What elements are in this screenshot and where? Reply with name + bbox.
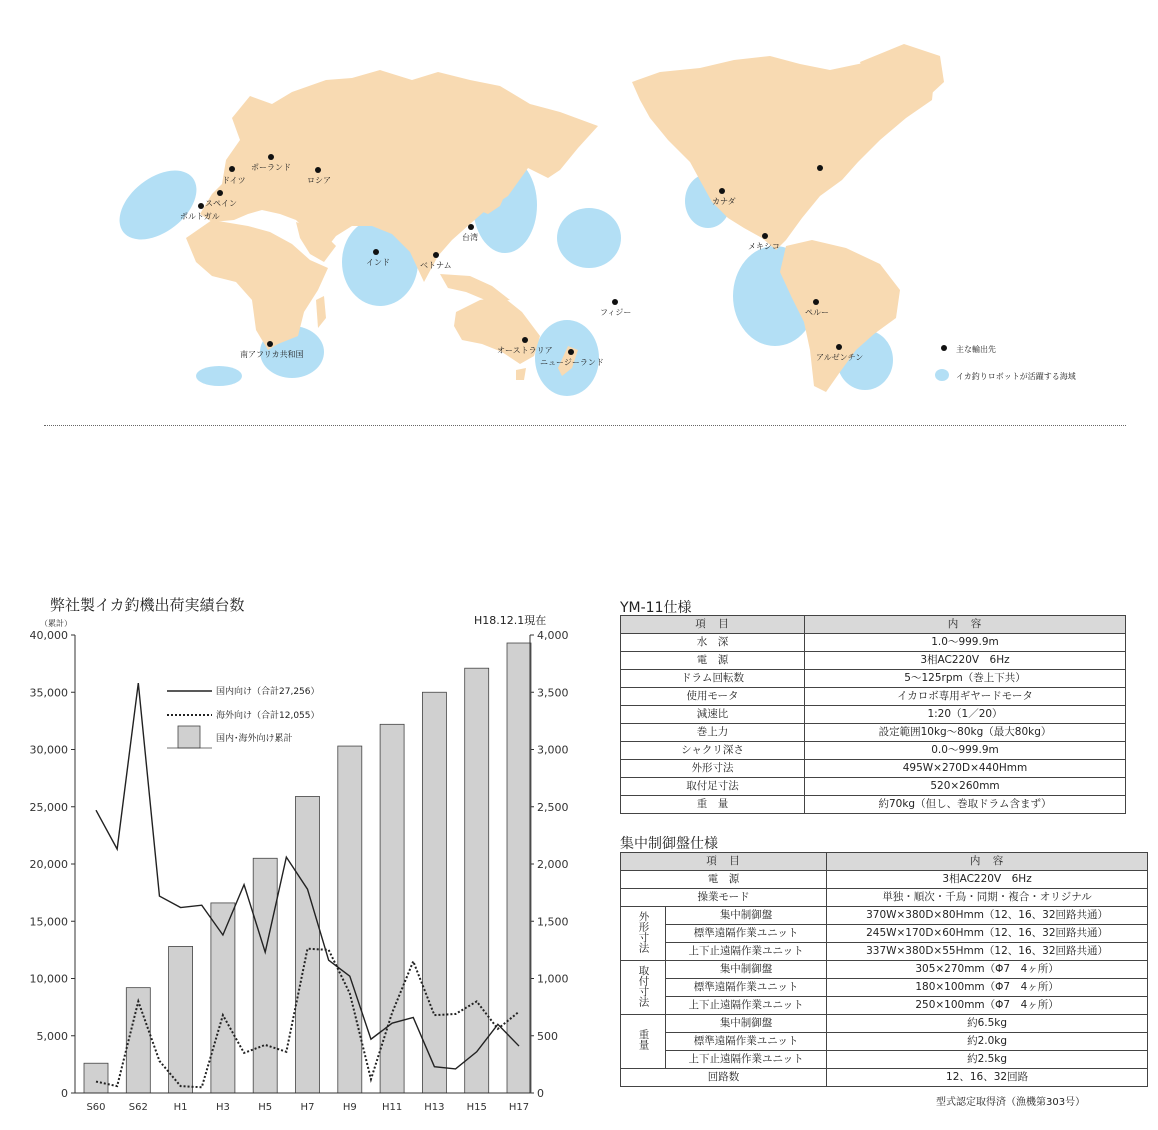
legend-bar-swatch: [178, 726, 200, 748]
spec-value: 約2.0kg: [827, 1033, 1148, 1051]
table-row: [621, 1069, 1148, 1087]
spec-item: 標準遠隔作業ユニット: [666, 979, 827, 997]
header-item: 項 目: [621, 853, 827, 871]
spec-item: 減速比: [621, 706, 805, 724]
spec-item: シャクリ深さ: [621, 742, 805, 760]
x-tick-label: H11: [381, 1102, 403, 1113]
shipment-chart: [0, 620, 600, 1120]
right-tick-label: 3,000: [537, 743, 569, 757]
cumulative-bar: [338, 746, 362, 1093]
spec-item: ドラム回転数: [621, 670, 805, 688]
right-tick-label: 1,500: [537, 915, 569, 929]
table-row: [621, 871, 1148, 889]
table-row: [621, 688, 1126, 706]
table-row: [621, 853, 1148, 871]
spec-value: 250×100mm（Φ7 4ヶ所）: [827, 997, 1148, 1015]
spec-value: 5～125rpm（巻上下共）: [805, 670, 1126, 688]
spec-value: 約6.5kg: [827, 1015, 1148, 1033]
table-row: [621, 1051, 1148, 1069]
group-label: [621, 961, 666, 1015]
spec-item: 操業モード: [621, 889, 827, 907]
chart-date: H18.12.1現在: [474, 614, 547, 627]
spec-value: 約70kg（但し、巻取ドラム含まず）: [805, 796, 1126, 814]
cumulative-bar: [169, 946, 193, 1093]
label-canada: カナダ: [712, 197, 736, 206]
header-item: 項 目: [621, 616, 805, 634]
right-tick-label: 4,000: [537, 629, 569, 642]
cumulative-bar: [211, 903, 235, 1093]
table-row: [621, 796, 1126, 814]
cumulative-bar: [507, 643, 531, 1093]
chart-title: 弊社製イカ釣機出荷実績台数: [50, 596, 245, 614]
spec-item: 標準遠隔作業ユニット: [666, 925, 827, 943]
cumulative-bar: [296, 796, 320, 1093]
left-tick-label: 15,000: [29, 915, 68, 929]
spec-item: 上下止遠隔作業ユニット: [666, 943, 827, 961]
spec1-table: [620, 615, 1126, 814]
cumulative-bar: [126, 988, 150, 1093]
spec-value: 設定範囲10kg～80kg（最大80kg）: [805, 724, 1126, 742]
left-tick-label: 40,000: [29, 629, 68, 642]
spec-value: 1.0～999.9m: [805, 634, 1126, 652]
spec-item: 標準遠隔作業ユニット: [666, 1033, 827, 1051]
table-row: [621, 616, 1126, 634]
table-row: [621, 742, 1126, 760]
table-row: [621, 724, 1126, 742]
spec-item: 外形寸法: [621, 760, 805, 778]
label-mexico: メキシコ: [748, 242, 780, 251]
section-divider: [44, 425, 1126, 426]
spec-value: 3相AC220V 6Hz: [805, 652, 1126, 670]
table-row: [621, 652, 1126, 670]
table-row: [621, 997, 1148, 1015]
header-content: 内 容: [827, 853, 1148, 871]
legend-area-swatch: [935, 369, 949, 381]
label-india: インド: [366, 258, 390, 267]
legend-domestic-label: 国内向け（合計27,256）: [216, 687, 320, 697]
spec-item: 水 深: [621, 634, 805, 652]
spec-item: 集中制御盤: [666, 961, 827, 979]
world-map: [0, 0, 1158, 420]
table-row: [621, 925, 1148, 943]
group-label: [621, 907, 666, 961]
spec-value: 約2.5kg: [827, 1051, 1148, 1069]
chart-legend: [167, 685, 320, 748]
spec2-title: 集中制御盤仕様: [620, 836, 718, 852]
spec-value: 305×270mm（Φ7 4ヶ所）: [827, 961, 1148, 979]
spec-value: イカロボ専用ギヤードモータ: [805, 688, 1126, 706]
spec-item: 集中制御盤: [666, 907, 827, 925]
group-label-text: 取付寸法: [637, 964, 650, 1007]
spec1-title: YM-11仕様: [620, 600, 692, 616]
right-tick-label: 2,000: [537, 858, 569, 871]
x-tick-label: H13: [424, 1102, 445, 1113]
label-germany: ドイツ: [222, 176, 246, 185]
spec-item: 上下止遠隔作業ユニット: [666, 1051, 827, 1069]
label-spain: スペイン: [205, 199, 237, 208]
spec-item: 回路数: [621, 1069, 827, 1087]
label-australia: オーストラリア: [497, 346, 553, 355]
cumulative-bar: [422, 692, 446, 1093]
legend-bar-label: 国内･海外向け累計: [216, 734, 293, 744]
label-south-africa: 南アフリカ共和国: [240, 350, 304, 359]
spec-value: 495W×270D×440Hmm: [805, 760, 1126, 778]
spec-value: 1:20（1／20）: [805, 706, 1126, 724]
group-label-text: 重量: [637, 1029, 650, 1051]
label-russia: ロシア: [307, 176, 331, 185]
left-tick-label: 0: [61, 1087, 68, 1100]
table-row: [621, 706, 1126, 724]
table-row: [621, 760, 1126, 778]
table-row: [621, 943, 1148, 961]
header-content: 内 容: [805, 616, 1126, 634]
table-row: [621, 961, 1148, 979]
x-tick-label: H5: [258, 1102, 273, 1113]
left-tick-label: 20,000: [29, 858, 68, 871]
right-tick-label: 1,000: [537, 972, 569, 986]
cumulative-bar: [253, 858, 277, 1093]
spec-item: 電 源: [621, 652, 805, 670]
spec-item: 使用モータ: [621, 688, 805, 706]
legend-overseas-label: 海外向け（合計12,055）: [216, 711, 320, 721]
spec-value: 180×100mm（Φ7 4ヶ所）: [827, 979, 1148, 997]
x-axis-ticks: [86, 1102, 529, 1113]
table-row: [621, 907, 1148, 925]
cumulative-label: （累計）: [40, 619, 72, 628]
spec-value: 520×260mm: [805, 778, 1126, 796]
right-tick-label: 2,500: [537, 800, 569, 814]
spec-item: 電 源: [621, 871, 827, 889]
x-tick-label: H1: [173, 1102, 188, 1113]
group-label-text: 外形寸法: [637, 910, 650, 953]
x-tick-label: S62: [128, 1102, 148, 1113]
spec-value: 370W×380D×80Hmm（12、16、32回路共通）: [827, 907, 1148, 925]
table-row: [621, 778, 1126, 796]
table-row: [621, 1015, 1148, 1033]
spec-value: 0.0～999.9m: [805, 742, 1126, 760]
left-tick-label: 30,000: [29, 743, 68, 757]
legend-area-label: イカ釣りロボットが活躍する海域: [956, 372, 1076, 381]
label-new-zealand: ニュージーランド: [540, 358, 604, 367]
cumulative-bar: [84, 1063, 108, 1093]
table-row: [621, 979, 1148, 997]
certification-note: 型式認定取得済（漁機第303号）: [936, 1097, 1086, 1108]
label-taiwan: 台湾: [462, 233, 478, 242]
table-row: [621, 670, 1126, 688]
spec-value: 337W×380D×55Hmm（12、16、32回路共通）: [827, 943, 1148, 961]
group-label: [621, 1015, 666, 1069]
spec-item: 取付足寸法: [621, 778, 805, 796]
legend-export-label: 主な輸出先: [956, 345, 996, 354]
spec-item: 重 量: [621, 796, 805, 814]
x-tick-label: S60: [86, 1102, 106, 1113]
right-tick-label: 3,500: [537, 686, 569, 700]
x-tick-label: H7: [300, 1102, 315, 1113]
spec-value: 245W×170D×60Hmm（12、16、32回路共通）: [827, 925, 1148, 943]
right-tick-label: 500: [537, 1029, 558, 1043]
x-tick-label: H3: [215, 1102, 230, 1113]
left-tick-label: 10,000: [29, 972, 68, 986]
x-tick-label: H15: [466, 1102, 487, 1113]
label-peru: ペルー: [805, 308, 829, 317]
spec-item: 巻上力: [621, 724, 805, 742]
left-tick-label: 5,000: [36, 1029, 68, 1043]
left-tick-label: 35,000: [29, 686, 68, 700]
cumulative-bar: [465, 668, 489, 1093]
right-tick-label: 0: [537, 1087, 544, 1100]
spec-item: 上下止遠隔作業ユニット: [666, 997, 827, 1015]
table-row: [621, 889, 1148, 907]
left-axis-ticks: [30, 629, 76, 1100]
x-tick-label: H9: [342, 1102, 357, 1113]
label-portugal: ポルトガル: [180, 212, 220, 221]
spec-value: 3相AC220V 6Hz: [827, 871, 1148, 889]
spec-item: 集中制御盤: [666, 1015, 827, 1033]
spec2-table: [620, 852, 1148, 1087]
x-tick-label: H17: [508, 1102, 530, 1113]
label-argentina: アルゼンチン: [816, 353, 864, 362]
table-row: [621, 634, 1126, 652]
label-vietnam: ベトナム: [420, 261, 452, 270]
spec-value: 単独・順次・千鳥・同期・複合・オリジナル: [827, 889, 1148, 907]
label-poland: ポーランド: [251, 163, 291, 172]
right-axis-ticks: [530, 629, 569, 1100]
spec-value: 12、16、32回路: [827, 1069, 1148, 1087]
left-tick-label: 25,000: [29, 800, 68, 814]
label-fiji: フィジー: [600, 308, 632, 317]
table-row: [621, 1033, 1148, 1051]
